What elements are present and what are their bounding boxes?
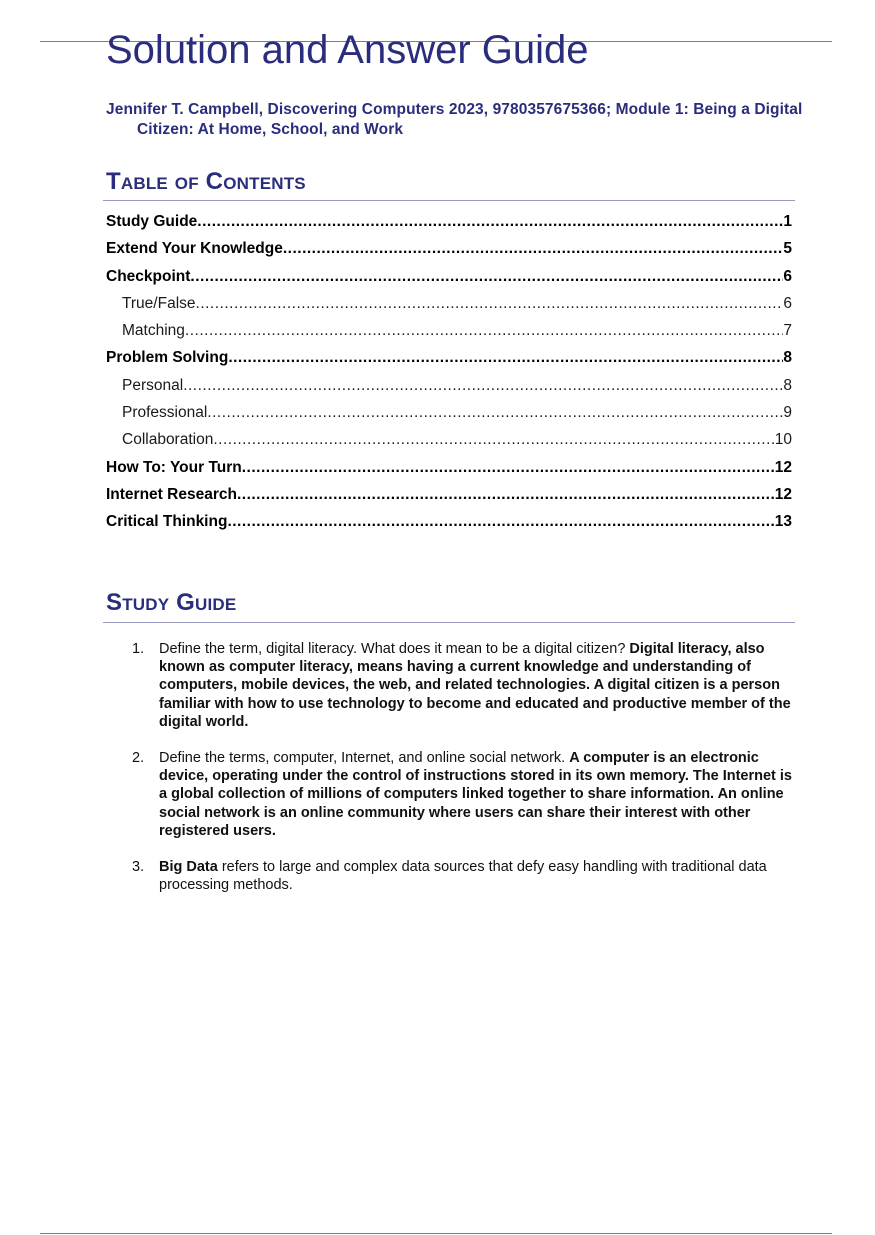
toc-entry[interactable] [106, 290, 792, 317]
document-title: Solution and Answer Guide [106, 28, 589, 72]
study-guide-item [132, 640, 792, 731]
toc-entry-page: 1 [783, 213, 792, 230]
item-term: Big Data [159, 859, 218, 876]
toc-heading-rule [103, 200, 795, 201]
toc-entry[interactable] [106, 208, 792, 235]
toc-dot-leader [283, 235, 784, 262]
toc-entry-page: 7 [783, 322, 792, 340]
toc-dot-leader [196, 290, 784, 317]
study-guide-heading: Study Guide [106, 589, 237, 616]
toc-entry[interactable] [106, 399, 792, 426]
book-citation: Jennifer T. Campbell, Discovering Computers 2023, 9780357675366; Module 1: Being a Digital Citizen: At Home, School, and Work [106, 101, 803, 138]
item-question: refers to large and complex data sources that defy easy handling with traditional data processing methods. [159, 859, 767, 894]
toc-dot-leader [183, 372, 783, 399]
toc-heading: Table of Contents [106, 168, 306, 195]
toc-dot-leader [185, 317, 783, 344]
toc-entry-label: Study Guide [106, 213, 198, 230]
toc-entry-label: Professional [122, 404, 208, 422]
toc-entry-label: True/False [122, 294, 196, 312]
study-guide-item [132, 749, 792, 840]
toc-dot-leader [190, 263, 783, 290]
toc-entry-label: Collaboration [122, 431, 214, 449]
toc-entry[interactable] [106, 426, 792, 453]
toc-dot-leader [228, 344, 783, 371]
toc-entry-label: Matching [122, 322, 185, 340]
study-guide-list [132, 640, 792, 912]
toc-entry-page: 6 [783, 294, 792, 312]
toc-entry-label: Internet Research [106, 485, 237, 503]
study-guide-item [132, 858, 792, 894]
toc-dot-leader [237, 481, 775, 508]
study-guide-heading-rule [103, 622, 795, 623]
toc-entry-page: 8 [783, 349, 792, 367]
item-number: 3. [132, 859, 145, 876]
toc-entry[interactable] [106, 508, 792, 535]
toc-entry-page: 5 [783, 240, 792, 258]
toc-entry-page: 10 [774, 431, 792, 449]
item-number: 1. [132, 641, 145, 657]
toc-entry[interactable] [106, 235, 792, 262]
toc-entry-page: 13 [774, 513, 792, 531]
toc-entry-label: Extend Your Knowledge [106, 240, 283, 258]
toc-entry[interactable] [106, 372, 792, 399]
toc-entry[interactable] [106, 481, 792, 508]
toc-dot-leader [227, 508, 774, 535]
item-number: 2. [132, 750, 145, 767]
toc-entry-page: 8 [783, 376, 792, 394]
item-answer: A computer is an electronic device, operating under the control of instructions stored in its own memory. The Internet is a global collection of millions of computers linked together to share information. An online social network is an online community where users can share their interest with other registered users. [159, 750, 792, 839]
toc-dot-leader [207, 399, 783, 426]
toc-entry-label: Personal [122, 376, 184, 394]
toc-dot-leader [197, 208, 783, 235]
toc-dot-leader [213, 426, 774, 453]
toc-entry-label: Checkpoint [106, 267, 191, 285]
item-question: Define the terms, computer, Internet, and online social network. [159, 750, 570, 767]
toc-entry-label: Critical Thinking [106, 513, 228, 531]
item-answer: Digital literacy, also known as computer literacy, means having a current knowledge and understanding of computers, mobile devices, the web, and related technologies. A digital citizen is a person familiar with how to use technology to become and educated and productive member of the digital world. [159, 641, 791, 730]
toc-entry[interactable] [106, 344, 792, 371]
toc-entry-page: 6 [783, 267, 792, 285]
toc-entry-label: Problem Solving [106, 349, 229, 367]
toc-entry-page: 9 [783, 404, 792, 422]
item-question: Define the term, digital literacy. What does it mean to be a digital citizen? [159, 641, 630, 657]
toc-entry-page: 12 [774, 458, 792, 476]
toc-entry-label: How To: Your Turn [106, 458, 242, 476]
footer-rule [40, 1233, 832, 1234]
table-of-contents [106, 208, 792, 536]
toc-entry[interactable] [106, 317, 792, 344]
toc-dot-leader [242, 454, 775, 481]
toc-entry[interactable] [106, 454, 792, 481]
toc-entry[interactable] [106, 263, 792, 290]
toc-entry-page: 12 [774, 485, 792, 503]
